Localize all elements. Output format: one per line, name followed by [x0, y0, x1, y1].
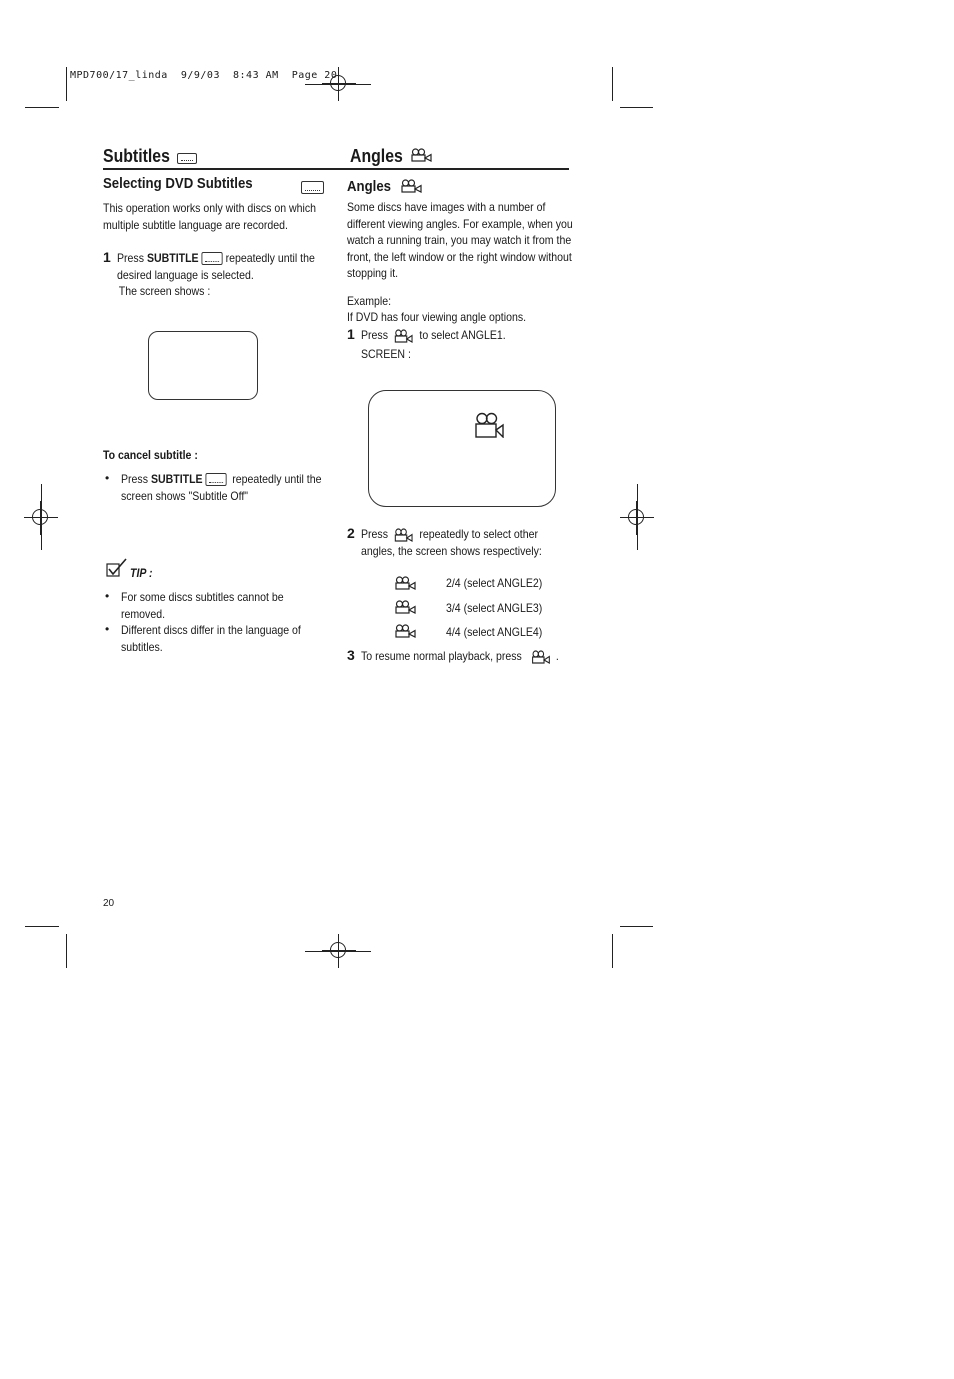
step-number: 3	[347, 647, 355, 663]
subtitles-intro: This operation works only with discs on which multiple subtitle language are recorded.	[103, 201, 317, 232]
camera-angle-icon	[394, 329, 412, 343]
cancel-subtitle-step: Press SUBTITLE repeatedly until the screen shows "Subtitle Off"	[121, 472, 322, 503]
angles-intro: Some discs have images with a number of different viewing angles. For example, when you watch a running train, you may watch it from the front, the left window or the right window without stopping it.	[347, 200, 573, 280]
registration-extension	[305, 84, 371, 85]
tv-screen-subtitle	[148, 331, 258, 400]
heading-rule	[103, 168, 569, 170]
camera-angle-icon	[395, 624, 416, 638]
camera-angle-icon	[395, 600, 416, 614]
tip-label: TIP :	[130, 566, 153, 580]
crop-mark	[620, 107, 653, 108]
angles-step2: Press repeatedly to select other angles, the screen shows respectively:	[361, 527, 542, 558]
subtitle-icon	[301, 181, 324, 194]
subtitles-heading	[103, 146, 179, 167]
bullet: •	[105, 471, 110, 485]
page-title-subtitles: Subtitles	[103, 146, 170, 166]
page-title-angles: Angles	[350, 146, 403, 166]
bullet: •	[105, 589, 110, 603]
registration-extension	[305, 951, 371, 952]
section-title-angles: Angles	[347, 178, 392, 195]
camera-angle-icon	[395, 576, 416, 590]
cancel-subtitle-heading: To cancel subtitle :	[103, 448, 198, 462]
angle-option: 4/4 (select ANGLE4)	[446, 625, 543, 639]
subtitles-step1: Press SUBTITLE repeatedly until the desired language is selected. The screen shows :	[117, 251, 315, 298]
step-number: 1	[103, 249, 111, 265]
crop-mark	[66, 934, 67, 968]
step-number: 1	[347, 326, 355, 342]
angle-option: 2/4 (select ANGLE2)	[446, 576, 543, 590]
subtitle-icon	[206, 473, 227, 486]
crop-mark	[612, 934, 613, 968]
tv-screen-angle	[368, 390, 556, 507]
camera-angle-icon	[475, 412, 505, 438]
example-label: Example:	[347, 294, 392, 308]
print-slug: MPD700/17_linda 9/9/03 8:43 AM Page 20	[70, 70, 338, 81]
step-number: 2	[347, 525, 355, 541]
page-number: 20	[103, 898, 115, 909]
angle-option: 3/4 (select ANGLE3)	[446, 601, 543, 615]
subtitle-icon	[177, 153, 197, 164]
angles-step3: To resume normal playback, press .	[361, 649, 559, 663]
tip-item: For some discs subtitles cannot be removed.	[121, 590, 284, 621]
tip-check-icon	[106, 558, 128, 578]
example-text: If DVD has four viewing angle options.	[347, 310, 527, 324]
crop-mark	[25, 926, 59, 927]
bullet: •	[105, 622, 110, 636]
tip-item: Different discs differ in the language of subtitles.	[121, 623, 301, 654]
crop-mark	[66, 67, 67, 101]
angles-step1: Press to select ANGLE1. SCREEN :	[361, 328, 506, 361]
angles-heading	[350, 146, 410, 167]
crop-mark	[620, 926, 653, 927]
crop-mark	[25, 107, 59, 108]
section-title-selecting-subtitles: Selecting DVD Subtitles	[103, 175, 253, 192]
registration-extension	[637, 484, 638, 550]
camera-angle-icon	[411, 148, 432, 162]
camera-angle-icon	[394, 528, 412, 542]
camera-angle-icon	[401, 179, 422, 193]
registration-extension	[41, 484, 42, 550]
camera-angle-icon	[532, 650, 550, 664]
crop-mark	[612, 67, 613, 101]
subtitle-icon	[202, 252, 223, 265]
